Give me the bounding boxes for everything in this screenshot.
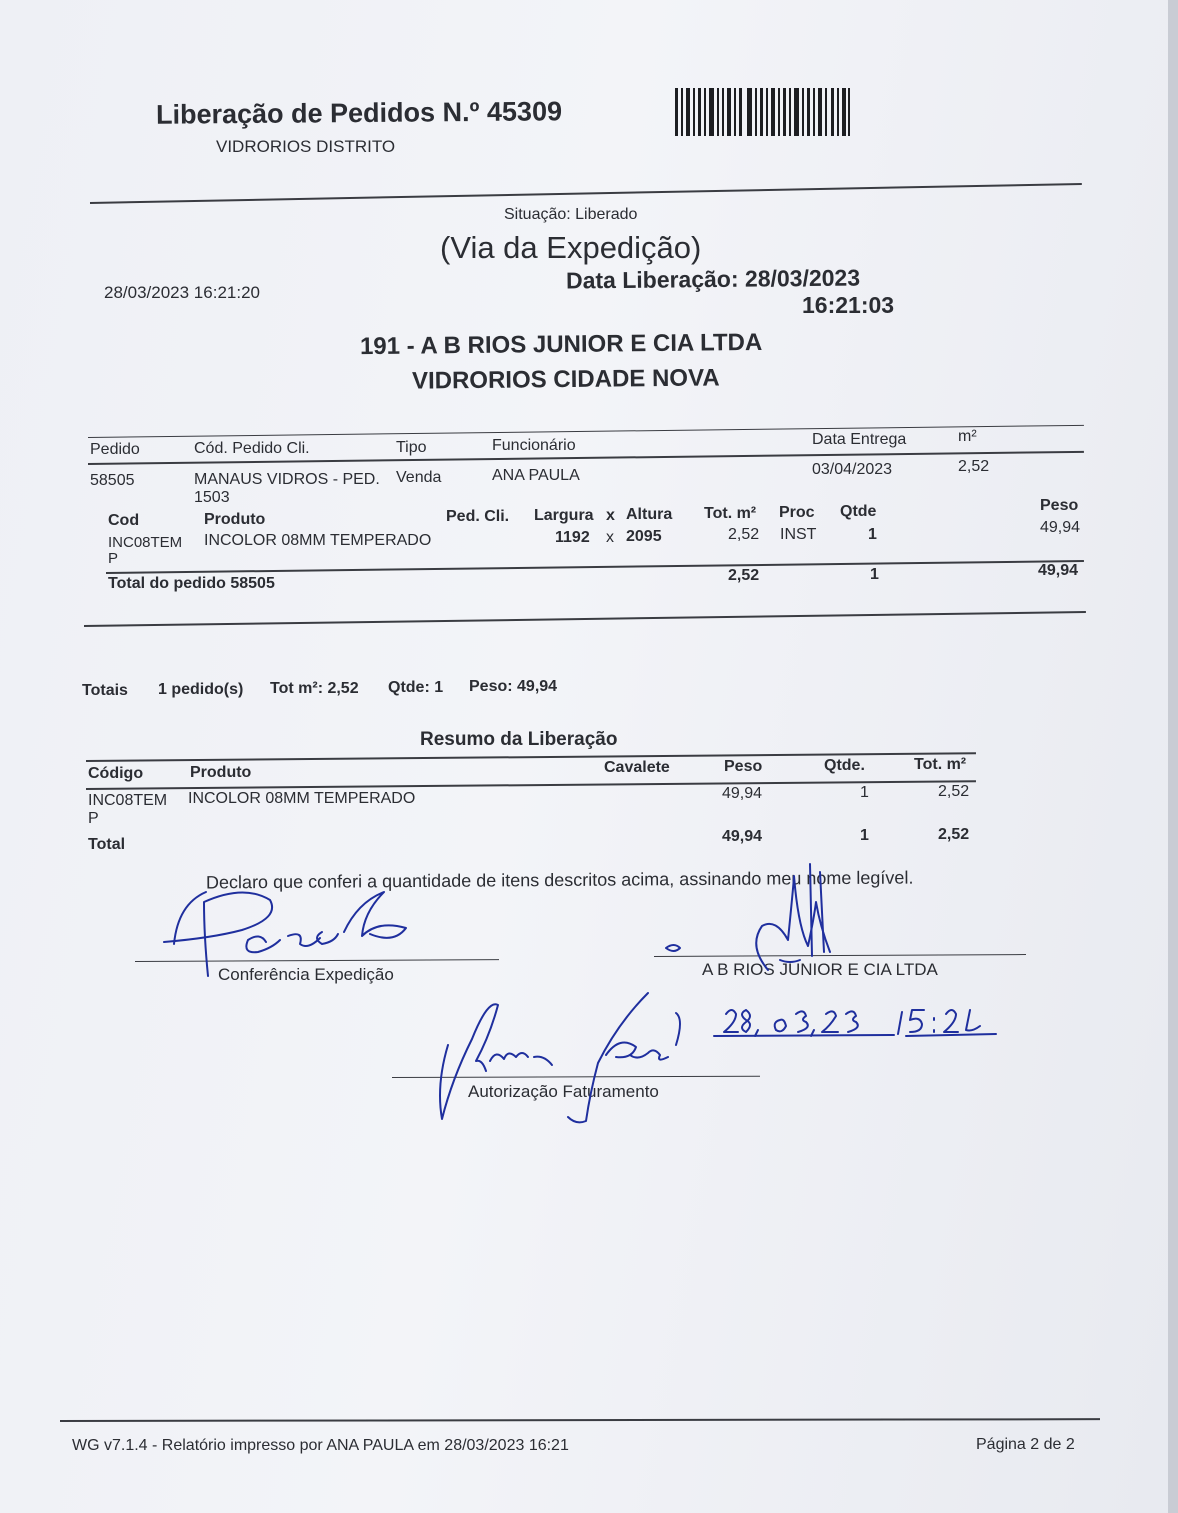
item-header-cod: Cod [108, 512, 140, 529]
autorizacao-label: Autorização Faturamento [468, 1082, 659, 1101]
release-time: 16:21:03 [802, 292, 895, 318]
item-header-produto: Produto [204, 511, 266, 528]
summary-row-tot-m2: 2,52 [938, 783, 970, 800]
totals-peso: Peso: 49,94 [469, 678, 558, 695]
summary-header-peso: Peso [724, 758, 763, 775]
order-total-m2: 2,52 [728, 567, 760, 584]
col-header-data-entrega: Data Entrega [812, 431, 907, 448]
item-header-largura: Largura [534, 507, 594, 524]
summary-header-qtde: Qtde. [824, 757, 865, 774]
summary-total-label: Total [88, 836, 126, 853]
paper-edge [1168, 0, 1178, 1513]
summary-header-tot-m2: Tot. m² [914, 756, 967, 773]
declaration-text: Declaro que conferi a quantidade de itens descritos acima, assinando meu nome legível. [205, 867, 914, 893]
col-header-m2: m² [958, 428, 977, 445]
item-header-altura: Altura [626, 506, 673, 523]
item-code-cont: P [108, 550, 119, 567]
summary-row-peso: 49,94 [722, 785, 763, 802]
summary-total-qtde: 1 [860, 827, 869, 844]
item-width: 1192 [555, 529, 590, 546]
item-x: x [606, 529, 614, 546]
totals-m2: Tot m²: 2,52 [270, 680, 359, 697]
order-delivery-date: 03/04/2023 [812, 461, 893, 478]
item-peso: 49,94 [1040, 519, 1081, 536]
footer-print-info: WG v7.1.4 - Relatório impresso por ANA PAULA em 28/03/2023 16:21 [72, 1437, 569, 1454]
order-m2: 2,52 [958, 458, 990, 475]
totals-qtde: Qtde: 1 [388, 679, 444, 696]
status-text: Situação: Liberado [504, 206, 638, 223]
summary-row-qtde: 1 [860, 784, 869, 801]
item-header-ped-cli: Ped. Cli. [446, 508, 510, 525]
summary-total-tot-m2: 2,52 [938, 826, 970, 843]
summary-total-peso: 49,94 [722, 828, 763, 845]
col-header-tipo: Tipo [396, 439, 427, 456]
item-proc: INST [780, 526, 817, 543]
col-header-funcionario: Funcionário [492, 437, 576, 454]
order-employee: ANA PAULA [492, 467, 580, 484]
conferencia-label: Conferência Expedição [218, 965, 394, 984]
summary-row-product: INCOLOR 08MM TEMPERADO [188, 790, 416, 807]
item-tot-m2: 2,52 [728, 526, 760, 543]
summary-row-code: INC08TEM [88, 792, 168, 809]
order-client-code: MANAUS VIDROS - PED. [194, 471, 380, 488]
print-datetime: 28/03/2023 16:21:20 [104, 283, 260, 302]
copy-type-heading: (Via da Expedição) [440, 230, 702, 265]
order-total-qtde: 1 [870, 566, 879, 583]
order-total-peso: 49,94 [1038, 562, 1079, 579]
company-signature [660, 860, 880, 980]
summary-title: Resumo da Liberação [420, 729, 618, 750]
summary-row-code-cont: P [88, 810, 99, 827]
item-header-proc: Proc [779, 504, 815, 521]
barcode-image [675, 88, 850, 136]
item-product: INCOLOR 08MM TEMPERADO [204, 532, 432, 549]
item-qtde: 1 [868, 526, 877, 543]
company-signature-label: A B RIOS JUNIOR E CIA LTDA [702, 960, 938, 979]
company-subtitle: VIDRORIOS DISTRITO [216, 137, 396, 156]
totals-orders: 1 pedido(s) [158, 681, 244, 698]
order-total-rule [106, 560, 1084, 574]
handwritten-date [710, 1000, 1010, 1044]
client-store: VIDRORIOS CIDADE NOVA [411, 364, 720, 395]
conferencia-signature [160, 884, 450, 980]
col-header-pedido: Pedido [90, 441, 140, 458]
order-number: 58505 [90, 472, 135, 489]
order-client-code-cont: 1503 [194, 489, 230, 506]
page-number: Página 2 de 2 [976, 1436, 1075, 1453]
item-header-tot-m2: Tot. m² [704, 505, 757, 522]
col-header-cod-pedido-cli: Cód. Pedido Cli. [194, 440, 310, 457]
order-table-top-rule [88, 425, 1084, 438]
summary-header-produto: Produto [190, 764, 252, 781]
totals-label: Totais [82, 682, 128, 699]
item-height: 2095 [626, 528, 662, 545]
document-title: Liberação de Pedidos N.º 45309 [155, 96, 563, 130]
footer-rule [60, 1418, 1100, 1422]
release-date: Data Liberação: 28/03/2023 [565, 264, 861, 294]
item-header-peso: Peso [1040, 497, 1079, 514]
order-table-bottom-rule [84, 611, 1086, 627]
order-total-label: Total do pedido 58505 [108, 575, 275, 592]
autorizacao-signature [430, 985, 700, 1130]
header-divider [90, 183, 1082, 204]
item-code: INC08TEM [108, 534, 183, 551]
item-header-qtde: Qtde [840, 503, 877, 520]
item-header-x: x [606, 507, 615, 524]
order-type: Venda [396, 469, 442, 486]
summary-header-cavalete: Cavalete [604, 759, 670, 776]
summary-header-codigo: Código [88, 765, 144, 782]
client-name: 191 - A B RIOS JUNIOR E CIA LTDA [359, 328, 763, 361]
